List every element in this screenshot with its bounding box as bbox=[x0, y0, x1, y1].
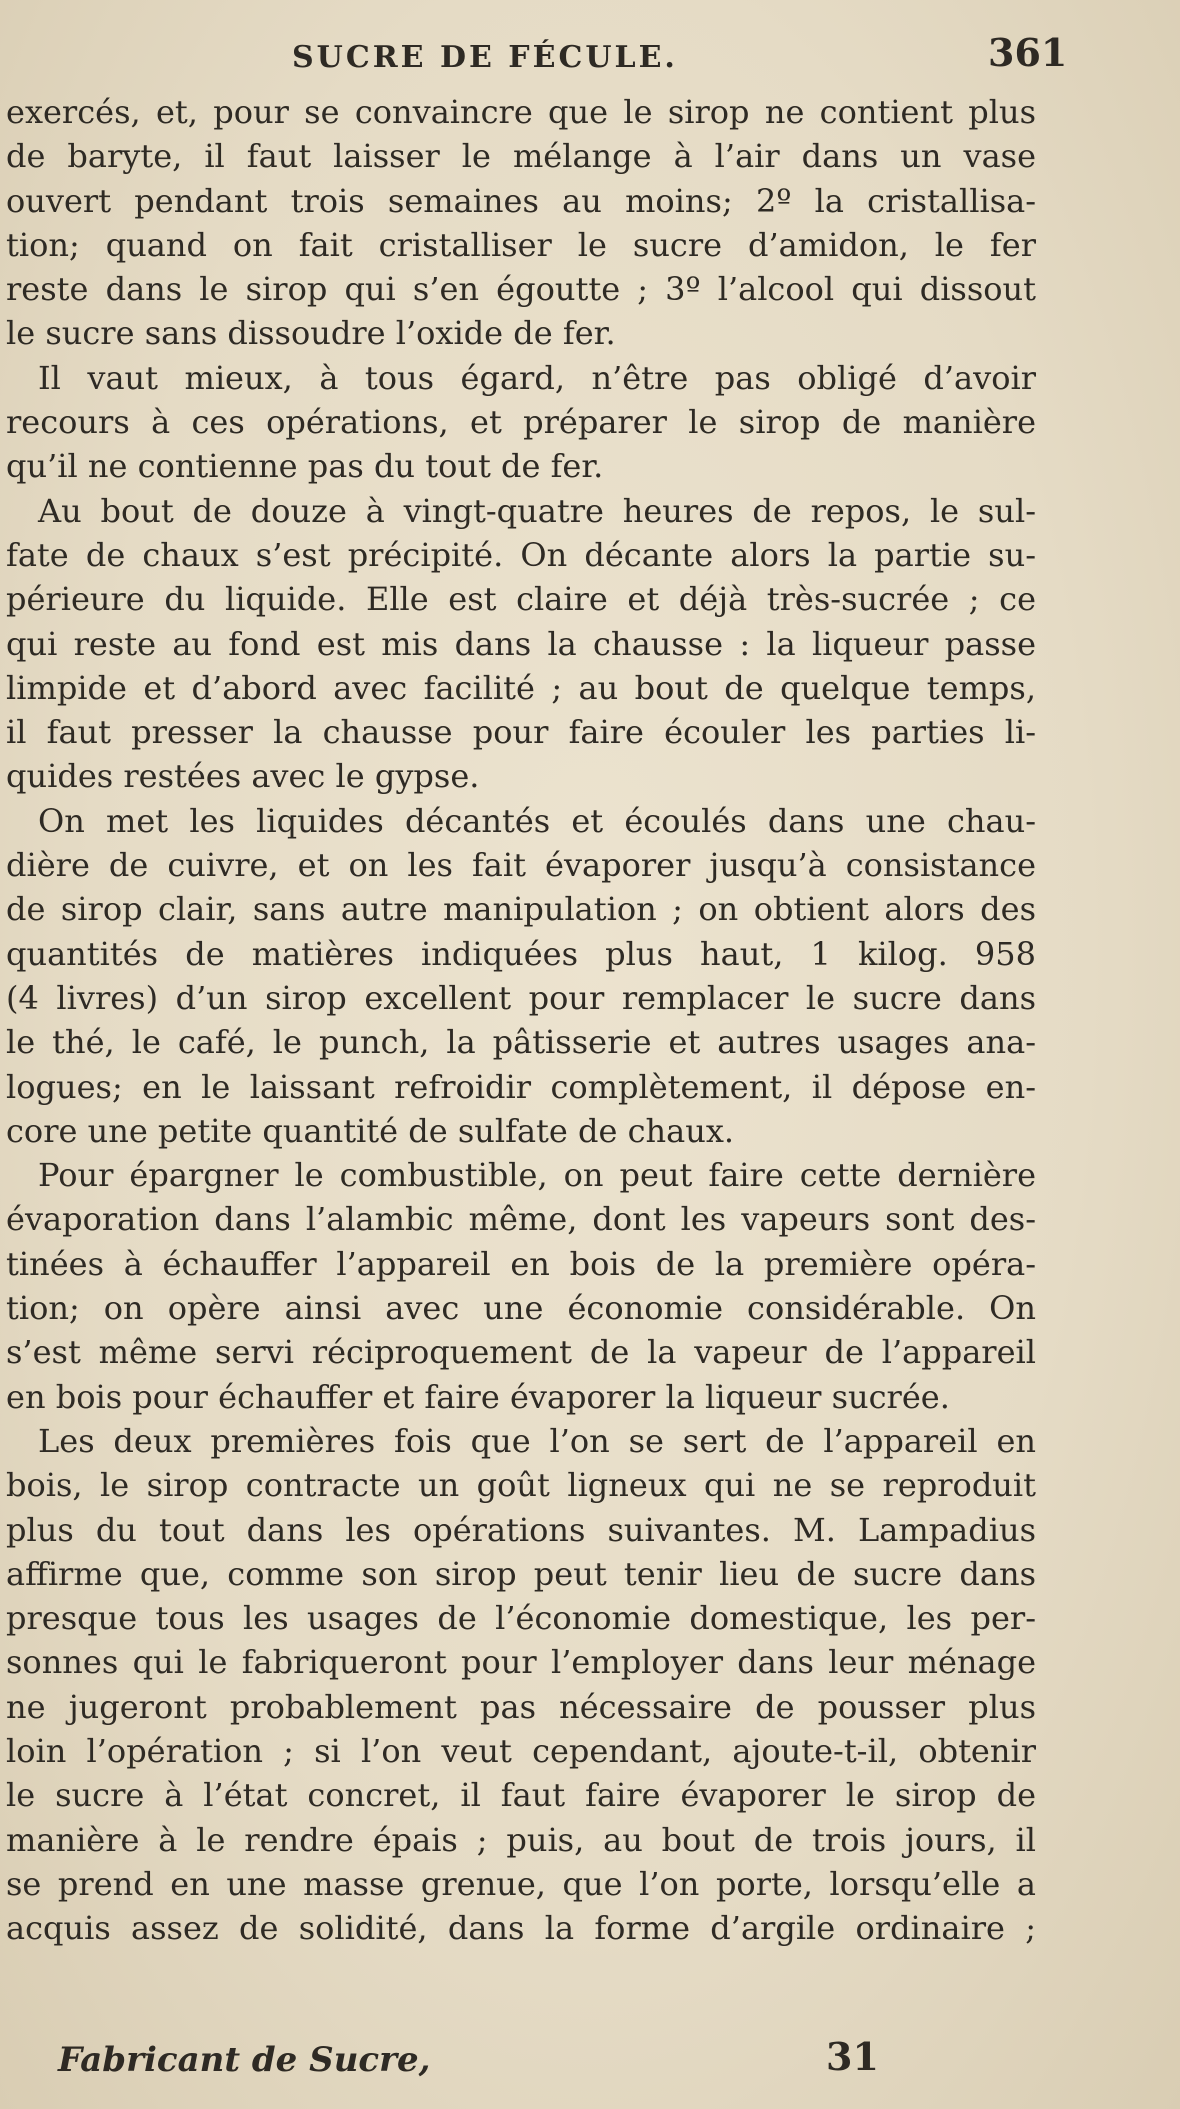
text-line: sonnes qui le fabriqueront pour l’employer dans leur ménage bbox=[6, 1643, 1036, 1682]
text-line: en bois pour échauffer et faire évaporer la liqueur sucrée. bbox=[6, 1377, 950, 1416]
page-number: 361 bbox=[988, 30, 1068, 75]
text-line: quides restées avec le gypse. bbox=[6, 757, 480, 796]
text-line: le sucre à l’état concret, il faut faire évaporer le sirop de bbox=[6, 1776, 1036, 1815]
signature-line: Fabricant de Sucre, bbox=[58, 2040, 431, 2080]
text-line: de sirop clair, sans autre manipulation ; on obtient alors des bbox=[6, 890, 1036, 929]
text-line: tion; quand on fait cristalliser le sucre d’amidon, le fer bbox=[6, 225, 1036, 264]
running-head: SUCRE DE FÉCULE. bbox=[292, 40, 678, 75]
text-line: (4 livres) d’un sirop excellent pour remplacer le sucre dans bbox=[6, 978, 1036, 1017]
text-line: qu’il ne contienne pas du tout de fer. bbox=[6, 447, 604, 486]
text-line: loin l’opération ; si l’on veut cependant, ajoute-t-il, obtenir bbox=[6, 1731, 1036, 1770]
text-line: qui reste au fond est mis dans la chausse : la liqueur passe bbox=[6, 624, 1036, 663]
body-text bbox=[6, 90, 1036, 1950]
page-footer bbox=[0, 2034, 1180, 2088]
text-line: tion; on opère ainsi avec une économie considérable. On bbox=[6, 1289, 1036, 1328]
text-line: bois, le sirop contracte un goût ligneux qui ne se reproduit bbox=[6, 1466, 1036, 1505]
text-line: se prend en une masse grenue, que l’on porte, lorsqu’elle a bbox=[6, 1864, 1036, 1903]
page-header bbox=[0, 30, 1180, 80]
text-line: il faut presser la chausse pour faire écouler les parties li- bbox=[6, 713, 1036, 752]
text-line: reste dans le sirop qui s’en égoutte ; 3º l’alcool qui dissout bbox=[6, 270, 1036, 309]
text-line: logues; en le laissant refroidir complètement, il dépose en- bbox=[6, 1067, 1036, 1106]
text-line: le thé, le café, le punch, la pâtisserie et autres usages ana- bbox=[6, 1023, 1036, 1062]
text-line: core une petite quantité de sulfate de chaux. bbox=[6, 1111, 735, 1150]
text-line: Il vaut mieux, à tous égard, n’être pas obligé d’avoir bbox=[38, 358, 1036, 397]
text-line: dière de cuivre, et on les fait évaporer jusqu’à consistance bbox=[6, 846, 1036, 885]
text-line: périeure du liquide. Elle est claire et déjà très-sucrée ; ce bbox=[6, 580, 1036, 619]
text-line: limpide et d’abord avec facilité ; au bout de quelque temps, bbox=[6, 668, 1036, 707]
text-line: exercés, et, pour se convaincre que le sirop ne contient plus bbox=[6, 93, 1036, 131]
text-line: On met les liquides décantés et écoulés dans une chau- bbox=[38, 801, 1036, 840]
text-line: tinées à échauffer l’appareil en bois de la première opéra- bbox=[6, 1244, 1036, 1283]
text-line: ouvert pendant trois semaines au moins; 2º la cristallisa- bbox=[6, 181, 1036, 220]
text-line: ne jugeront probablement pas nécessaire de pousser plus bbox=[6, 1687, 1036, 1726]
text-line: quantités de matières indiquées plus haut, 1 kilog. 958 bbox=[6, 934, 1036, 973]
text-line: s’est même servi réciproquement de la vapeur de l’appareil bbox=[6, 1333, 1036, 1372]
text-line: Pour épargner le combustible, on peut faire cette dernière bbox=[38, 1156, 1036, 1195]
text-line: presque tous les usages de l’économie domestique, les per- bbox=[6, 1599, 1036, 1638]
text-line: affirme que, comme son sirop peut tenir lieu de sucre dans bbox=[6, 1554, 1036, 1593]
text-line: manière à le rendre épais ; puis, au bout de trois jours, il bbox=[6, 1820, 1036, 1859]
text-line: plus du tout dans les opérations suivantes. M. Lampadius bbox=[6, 1510, 1036, 1549]
signature-mark: 31 bbox=[826, 2034, 879, 2079]
text-line: évaporation dans l’alambic même, dont les vapeurs sont des- bbox=[6, 1200, 1036, 1239]
text-line: Les deux premières fois que l’on se sert de l’appareil en bbox=[38, 1421, 1036, 1460]
text-line: Au bout de douze à vingt-quatre heures de repos, le sul- bbox=[38, 491, 1036, 530]
text-line: acquis assez de solidité, dans la forme d’argile ordinaire ; bbox=[6, 1909, 1036, 1948]
text-line: le sucre sans dissoudre l’oxide de fer. bbox=[6, 314, 616, 353]
text-line: fate de chaux s’est précipité. On décante alors la partie su- bbox=[6, 535, 1036, 574]
text-line: de baryte, il faut laisser le mélange à l’air dans un vase bbox=[6, 137, 1036, 176]
text-line: recours à ces opérations, et préparer le sirop de manière bbox=[6, 403, 1036, 442]
